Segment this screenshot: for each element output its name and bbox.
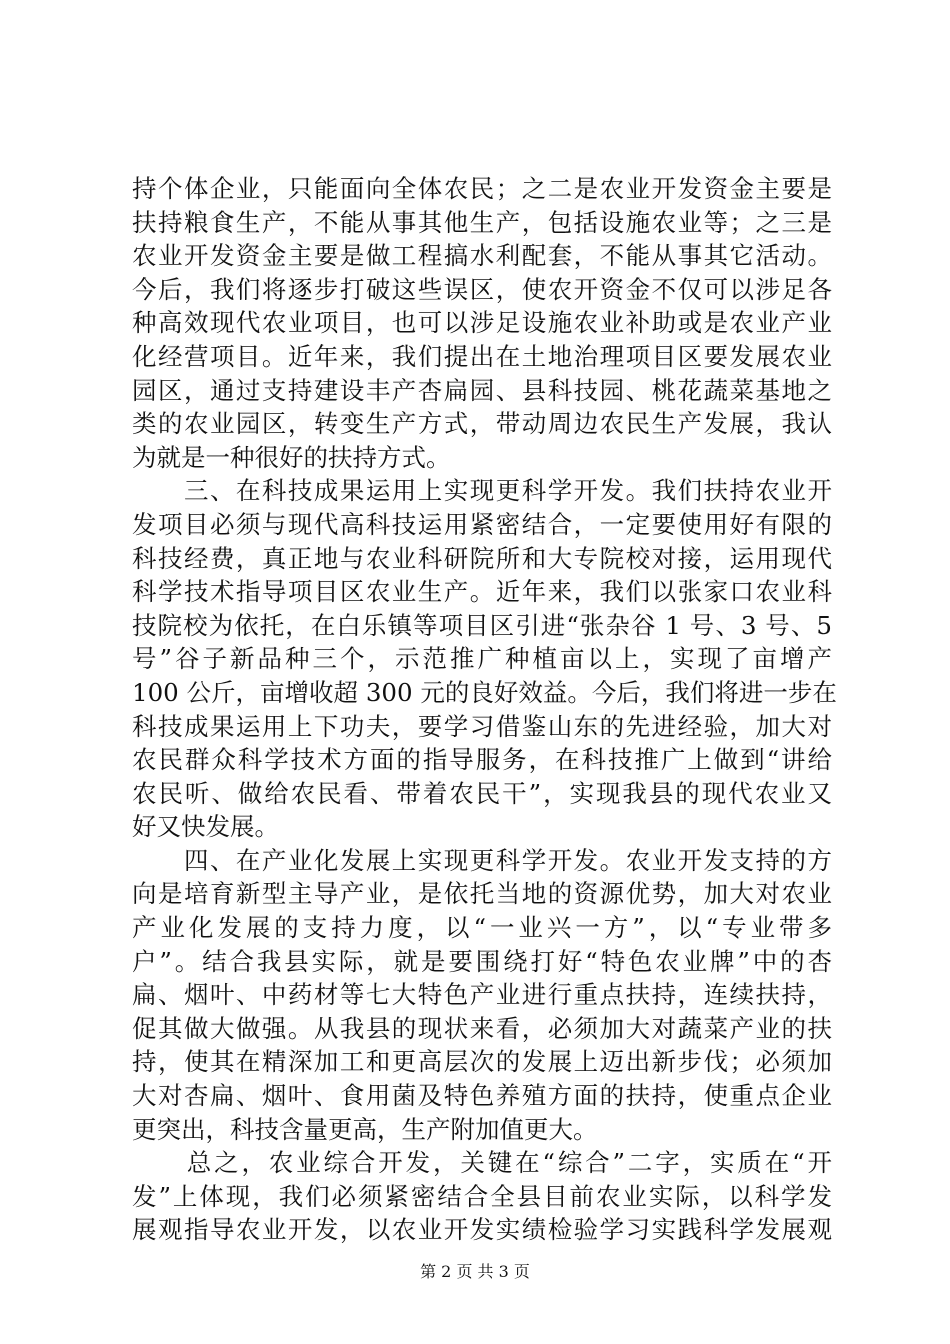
page-number-label: 第 2 页 共 3 页 [420, 1262, 530, 1281]
text-line: 三、在科技成果运用上实现更科学开发。我们扶持农业开 [132, 476, 832, 506]
text-line: 园区，通过支持建设丰产杏扁园、县科技园、桃花蔬菜基地之 [132, 375, 832, 405]
text-line: 大对杏扁、烟叶、食用菌及特色养殖方面的扶持，使重点企业 [132, 1081, 832, 1111]
text-line: 好又快发展。 [132, 812, 279, 842]
text-line: 持，使其在精深加工和更高层次的发展上迈出新步伐；必须加 [132, 1047, 832, 1077]
text-line: 更突出，科技含量更高，生产附加值更大。 [132, 1114, 598, 1144]
text-line: 四、在产业化发展上实现更科学开发。农业开发支持的方 [132, 845, 832, 875]
text-line: 化经营项目。近年来，我们提出在土地治理项目区要发展农业 [132, 341, 832, 371]
text-line: 农业开发资金主要是做工程搞水利配套，不能从事其它活动。 [132, 241, 832, 271]
document-body [132, 172, 837, 1247]
text-line: 展观指导农业开发，以农业开发实绩检验学习实践科学发展观 [132, 1215, 832, 1245]
text-line: 号”谷子新品种三个，示范推广种植亩以上，实现了亩增产 [132, 644, 832, 674]
text-line: 科技成果运用上下功夫，要学习借鉴山东的先进经验，加大对 [132, 711, 832, 741]
text-line: 促其做大做强。从我县的现状来看，必须加大对蔬菜产业的扶 [132, 1013, 832, 1043]
page-footer [0, 1262, 950, 1282]
text-line: 今后，我们将逐步打破这些误区，使农开资金不仅可以涉足各 [132, 274, 832, 304]
text-line: 产业化发展的支持力度，以“一业兴一方”，以“专业带多 [132, 913, 832, 943]
text-line: 农民群众科学技术方面的指导服务，在科技推广上做到“讲给 [132, 745, 832, 775]
text-line: 扶持粮食生产，不能从事其他生产，包括设施农业等；之三是 [132, 207, 832, 237]
text-line: 种高效现代农业项目，也可以涉足设施农业补助或是农业产业 [132, 308, 832, 338]
text-line: 技院校为依托，在白乐镇等项目区引进“张杂谷 1 号、3 号、5 [132, 610, 832, 640]
text-line: 扁、烟叶、中药材等七大特色产业进行重点扶持，连续扶持， [132, 980, 832, 1010]
text-line: 科技经费，真正地与农业科研院所和大专院校对接，运用现代 [132, 543, 832, 573]
text-line: 发项目必须与现代高科技运用紧密结合，一定要使用好有限的 [132, 509, 832, 539]
text-line: 持个体企业，只能面向全体农民；之二是农业开发资金主要是 [132, 174, 832, 203]
text-line: 农民听、做给农民看、带着农民干”，实现我县的现代农业又 [132, 778, 832, 808]
text-line: 向是培育新型主导产业，是依托当地的资源优势，加大对农业 [132, 879, 832, 909]
text-line: 100 公斤，亩增收超 300 元的良好效益。今后，我们将进一步在 [132, 677, 837, 707]
text-line: 发”上体现，我们必须紧密结合全县目前农业实际，以科学发 [132, 1181, 832, 1211]
text-line: 科学技术指导项目区农业生产。近年来，我们以张家口农业科 [132, 577, 832, 607]
text-line: 户”。结合我县实际，就是要围绕打好“特色农业牌”中的杏 [132, 946, 832, 976]
text-line: 为就是一种很好的扶持方式。 [132, 442, 451, 472]
text-line: 总之，农业综合开发，关键在“综合”二字，实质在“开 [132, 1148, 832, 1178]
text-line: 类的农业园区，转变生产方式，带动周边农民生产发展，我认 [132, 409, 832, 439]
